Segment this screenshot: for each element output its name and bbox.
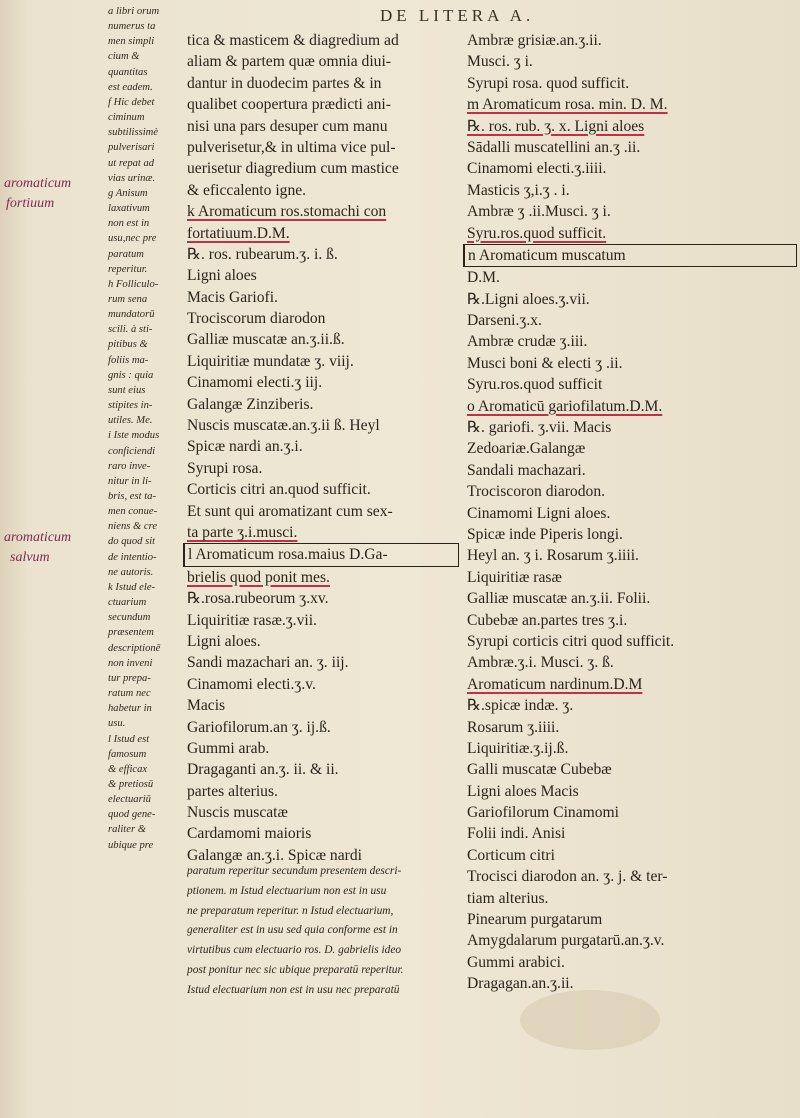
gloss-line: raro inve- — [108, 460, 151, 472]
text-line: Musci. ʒ i. — [467, 53, 533, 71]
text-line: Liquiritiæ rasæ.ʒ.vii. — [187, 611, 317, 629]
text-line: Nuscis muscatæ.an.ʒ.ii ß. Heyl — [187, 417, 380, 435]
text-line: partes alterius. — [187, 782, 278, 800]
gloss-line: gnis : quia — [108, 369, 154, 381]
text-line: Ambræ.ʒ.i. Musci. ʒ. ß. — [467, 654, 614, 672]
gloss-line: pulverisari — [108, 142, 155, 154]
text-line: l Aromaticum rosa.maius D.Ga- — [183, 543, 459, 566]
text-line: Ambræ ʒ .ii.Musci. ʒ i. — [467, 203, 611, 221]
gloss-line: do quod sit — [108, 536, 156, 548]
text-line: n Aromaticum muscatum — [463, 244, 797, 267]
footnote-line: virtutibus cum electuario ros. D. gabrielis ideo — [187, 944, 402, 957]
gloss-line: i Iste modus — [108, 430, 160, 442]
gloss-line: men conue- — [108, 506, 158, 518]
gloss-line: paratum — [108, 248, 144, 260]
text-line: Gummi arabici. — [467, 953, 565, 971]
text-line: Gariofilorum.an ʒ. ij.ß. — [187, 718, 331, 736]
text-line: tiam alterius. — [467, 889, 549, 907]
gloss-line: bris, est ta- — [108, 491, 156, 502]
gloss-line: & pretiosū — [108, 778, 154, 790]
text-line: Dragaganti an.ʒ. ii. & ii. — [187, 761, 339, 779]
text-line: brielis quod ponit mes. — [187, 568, 330, 586]
gloss-line: sunt eius — [108, 384, 146, 396]
middle-footnote — [187, 862, 459, 1001]
gloss-line: nitur in li- — [108, 475, 152, 487]
gloss-line: præsentem — [108, 627, 154, 639]
text-line: Galliæ muscatæ an.ʒ.ii.ß. — [187, 331, 345, 349]
text-line: Spicæ nardi an.ʒ.i. — [187, 438, 303, 456]
gloss-line: utiles. Me. — [108, 415, 153, 427]
handwritten-note: fortiuum — [6, 196, 55, 211]
gloss-line: conficiendi — [108, 445, 156, 457]
text-line: aliam & partem quæ omnia diui- — [187, 53, 391, 71]
text-line: Ambræ grisiæ.an.ʒ.ii. — [467, 32, 602, 49]
text-line: ℞.spicæ indæ. ʒ. — [467, 697, 574, 715]
gloss-line: rum sena — [108, 293, 148, 305]
text-line: Liquiritiæ rasæ — [467, 568, 562, 586]
text-line: Aromaticum nardinum.D.M — [467, 675, 643, 693]
gloss-line: tur prepa- — [108, 672, 151, 684]
text-line: dantur in duodecim partes & in — [187, 74, 382, 92]
text-line: Cardamomi maioris — [187, 825, 312, 843]
gloss-line: ubique pre — [108, 839, 154, 851]
text-line: Spicæ inde Piperis longi. — [467, 525, 623, 543]
text-line: Galliæ muscatæ an.ʒ.ii. Folii. — [467, 590, 651, 608]
right-column — [467, 30, 797, 995]
gloss-line: reperitur. — [108, 263, 148, 275]
text-line: Gariofilorum Cinamomi — [467, 804, 620, 822]
footnote-line: paratum reperitur secundum presentem descri- — [187, 865, 402, 877]
text-line: Cinamomi electi.ʒ iij. — [187, 374, 323, 392]
gloss-line: mundatorū — [108, 309, 155, 321]
text-line: Cinamomi Ligni aloes. — [467, 504, 611, 522]
text-line: Gummi arab. — [187, 739, 270, 757]
text-line: Syru.ros.quod sufficit. — [467, 224, 607, 242]
gloss-line: ne autoris. — [108, 566, 154, 578]
text-line: Liquiritiæ.ʒ.ij.ß. — [467, 739, 569, 757]
gloss-line: quod gene- — [108, 809, 156, 821]
text-line: ℞. ros. rubearum.ʒ. i. ß. — [187, 245, 338, 263]
text-line: m Aromaticum rosa. min. D. M. — [467, 96, 668, 114]
text-line: Syrupi rosa. quod sufficit. — [467, 74, 630, 92]
gloss-line: vias urinæ. — [108, 172, 156, 184]
gloss-line: ciminum — [108, 112, 145, 124]
gloss-line: habetur in — [108, 703, 152, 715]
text-line: Zedoariæ.Galangæ — [467, 440, 586, 458]
text-line: Macis Gariofi. — [187, 288, 278, 306]
text-line: D.M. — [467, 269, 500, 287]
gloss-line: pitibus & — [108, 339, 148, 351]
gloss-line: non est in — [108, 218, 150, 230]
gloss-line: l Istud est — [108, 733, 150, 745]
text-line: ℞. ros. rub. ʒ. x. Ligni aloes — [467, 117, 645, 135]
text-line: ℞.Ligni aloes.ʒ.vii. — [467, 290, 590, 308]
text-line: Ligni aloes — [187, 267, 257, 285]
handwritten-note: aromaticum — [4, 176, 72, 191]
gloss-line: numerus ta — [108, 21, 156, 33]
text-line: Corticum citri — [467, 846, 555, 864]
gloss-line: foliis ma- — [108, 354, 149, 366]
text-line: Rosarum ʒ.iiii. — [467, 718, 560, 736]
text-line: & eficcalento igne. — [187, 181, 307, 199]
text-line: Sandi mazachari an. ʒ. iij. — [187, 654, 349, 672]
gloss-line: non inveni — [108, 657, 153, 669]
text-line: Ligni aloes. — [187, 632, 261, 650]
text-line: Dragagan.an.ʒ.ii. — [467, 975, 574, 993]
gloss-line: men simpli — [108, 36, 155, 48]
footnote-line: generaliter est in usu sed quia conforme est in — [187, 924, 398, 937]
text-line: uerisetur diagredium cum mastice — [187, 160, 399, 178]
text-line: Folii indi. Anisi — [467, 825, 566, 843]
handwritten-note: salvum — [10, 550, 50, 565]
text-line: Syrupi corticis citri quod sufficit. — [467, 632, 675, 650]
text-line: Sandali machazari. — [467, 461, 586, 479]
text-line: Ligni aloes Macis — [467, 782, 579, 800]
gloss-line: raliter & — [108, 824, 146, 836]
text-line: Galangæ Zinziberis. — [187, 395, 314, 413]
gloss-line: secundum — [108, 612, 151, 624]
text-line: Cinamomi electi.ʒ.v. — [187, 675, 316, 693]
gloss-line: k Istud ele- — [108, 581, 156, 593]
footnote-line: Istud electuarium non est in usu nec preparatū — [187, 983, 400, 996]
footnote-line: post ponitur nec sic ubique preparatū reperitur. — [187, 963, 404, 976]
text-line: Pinearum purgatarum — [467, 911, 603, 929]
middle-column — [187, 30, 459, 866]
text-line: Ambræ crudæ ʒ.iii. — [467, 333, 588, 351]
text-line: tica & masticem & diagredium ad — [187, 32, 399, 49]
text-line: Trocisci diarodon an. ʒ. j. & ter- — [467, 868, 668, 886]
text-line: ℞. gariofi. ʒ.vii. Macis — [467, 419, 612, 437]
gloss-line: h Folliculo- — [108, 278, 159, 290]
text-line: Macis — [187, 697, 226, 715]
gloss-line: & efficax — [108, 763, 148, 775]
text-line: k Aromaticum ros.stomachi con — [187, 203, 387, 221]
text-line: Et sunt qui aromatizant cum sex- — [187, 502, 393, 520]
gloss-line: ut repat ad — [108, 157, 155, 169]
text-line: Sādalli muscatellini an.ʒ .ii. — [467, 138, 641, 156]
text-line: ta parte ʒ.i.musci. — [187, 523, 298, 541]
text-line: Cinamomi electi.ʒ.iiii. — [467, 160, 607, 178]
gloss-line: est eadem. — [108, 81, 153, 93]
text-line: Darseni.ʒ.x. — [467, 312, 542, 330]
footnote-line: ne preparatum reperitur. n Istud electuarium, — [187, 904, 394, 917]
gloss-line: laxativum — [108, 203, 150, 215]
running-title: DE LITERA A. — [380, 6, 535, 25]
gloss-line: g Anisum — [108, 187, 148, 199]
gloss-line: subtilissimè — [108, 127, 159, 139]
gloss-line: quantitas — [108, 66, 148, 78]
footnote-line: ptionem. m Istud electuarium non est in usu — [187, 884, 387, 897]
text-line: pulverisetur,& in ultima vice pul- — [187, 138, 396, 156]
margin-gloss — [108, 4, 180, 853]
gloss-line: f Hic debet — [108, 96, 155, 108]
gloss-line: usu,nec pre — [108, 233, 157, 245]
gloss-line: electuariū — [108, 794, 151, 806]
gloss-line: a libri orum — [108, 6, 160, 17]
gloss-line: famosum — [108, 748, 147, 760]
text-line: Cubebæ an.partes tres ʒ.i. — [467, 611, 628, 629]
text-line: Galli muscatæ Cubebæ — [467, 761, 612, 779]
text-line: ℞.rosa.rubeorum ʒ.xv. — [187, 590, 329, 608]
text-line: Liquiritiæ mundatæ ʒ. viij. — [187, 352, 354, 370]
text-line: fortatiuum.D.M. — [187, 224, 290, 242]
text-line: Nuscis muscatæ — [187, 804, 288, 822]
text-line: Syrupi rosa. — [187, 459, 263, 477]
text-line: Amygdalarum purgatarū.an.ʒ.v. — [467, 932, 665, 950]
text-line: nisi una pars desuper cum manu — [187, 117, 388, 135]
gloss-line: cium & — [108, 51, 140, 63]
gloss-line: de intentio- — [108, 551, 157, 563]
text-line: o Aromaticū gariofilatum.D.M. — [467, 397, 663, 415]
gloss-line: scili. à sti- — [108, 324, 153, 336]
gloss-line: ratum nec — [108, 688, 151, 700]
text-line: Heyl an. ʒ i. Rosarum ʒ.iiii. — [467, 547, 639, 565]
text-line: Galangæ an.ʒ.i. Spicæ nardi — [187, 846, 362, 864]
gloss-line: usu. — [108, 718, 126, 730]
gloss-line: ctuarium — [108, 597, 147, 609]
text-line: qualibet coopertura prædicti ani- — [187, 96, 391, 114]
gloss-line: niens & cre — [108, 521, 158, 533]
text-line: Trociscoron diarodon. — [467, 483, 606, 501]
text-line: Musci boni & electi ʒ .ii. — [467, 354, 623, 372]
text-line: Corticis citri an.quod sufficit. — [187, 481, 371, 499]
text-line: Masticis ʒ,i.ʒ . i. — [467, 181, 570, 199]
handwritten-note: aromaticum — [4, 530, 72, 545]
text-line: Trociscorum diarodon — [187, 310, 326, 328]
gloss-line: descriptionē — [108, 642, 161, 654]
paper-stain — [520, 990, 660, 1050]
text-line: Syru.ros.quod sufficit — [467, 376, 603, 394]
gloss-line: stipites in- — [108, 400, 153, 412]
